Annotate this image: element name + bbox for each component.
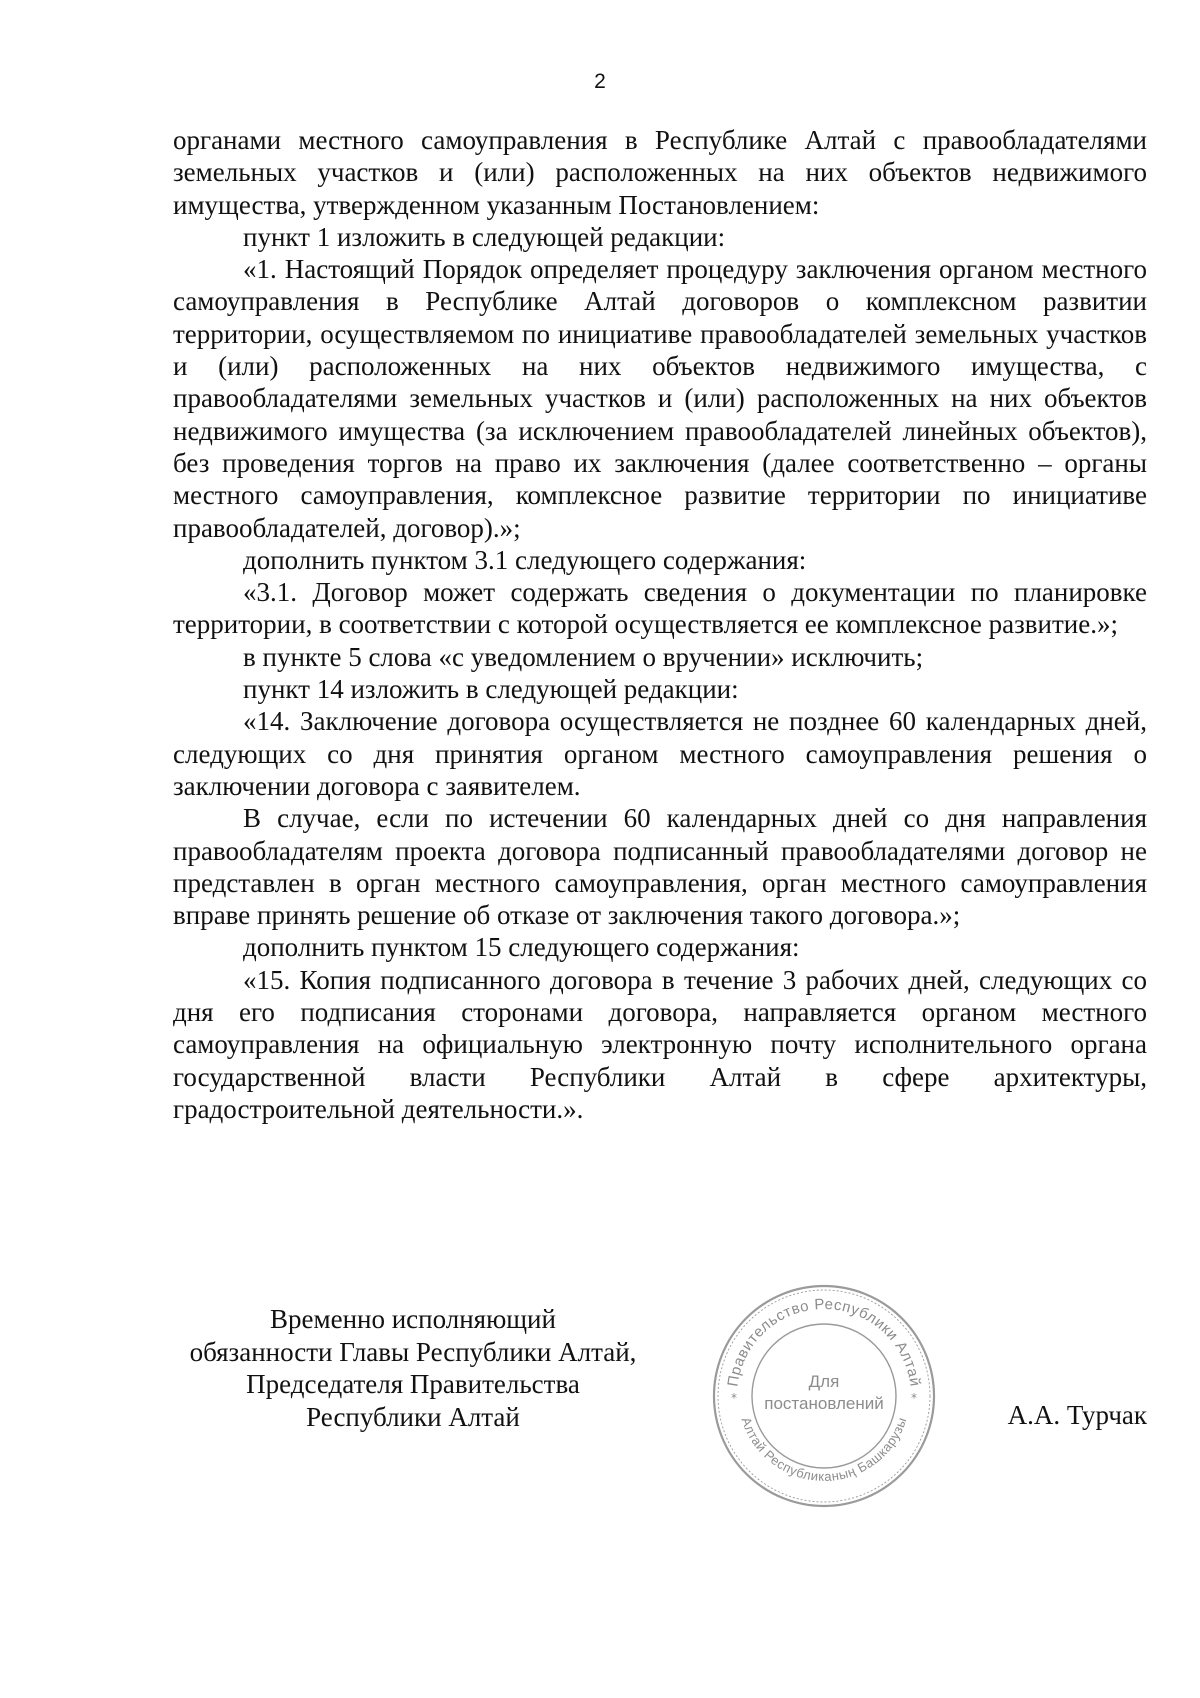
stamp-bottom-text: Алтай Республиканың Башкарузы: [738, 1415, 910, 1485]
paragraph: дополнить пунктом 3.1 следующего содержания:: [243, 544, 807, 575]
paragraph: пункт 1 изложить в следующей редакции:: [243, 221, 726, 252]
paragraph: «1. Настоящий Порядок определяет процедуру заключения органом местного самоуправления в Республике Алтай договоров о комплексном развитии территории, осуществляемом по инициативе правообладателей земельных участков и (или) расположенных на них объектов недвижимого имущества, с правообладателями земельных участков и (или) расположенных на них объектов недвижимого имущества (за исключением правообладателей линейных объектов), без проведения торгов на право их заключения (далее соответственно – органы местного самоуправления, комплексное развитие территории по инициативе правообладателей, договор).»;: [173, 254, 1147, 543]
paragraph: дополнить пунктом 15 следующего содержания:: [243, 932, 800, 963]
official-stamp: [711, 1283, 937, 1509]
signatory-title-line: Республики Алтай: [306, 1401, 520, 1432]
star-icon: *: [731, 1391, 737, 1405]
stamp-center-line: постановлений: [764, 1394, 884, 1413]
paragraph: пункт 14 изложить в следующей редакции:: [243, 674, 739, 705]
paragraph: «15. Копия подписанного договора в течение 3 рабочих дней, следующих со дня его подписания сторонами договора, направляется органом местного самоуправления на официальную электронную почту исполнительного органа государственной власти Республики Алтай в сфере архитектуры, градостроительной деятельности.».: [173, 964, 1147, 1124]
signatory-title-line: обязанности Главы Республики Алтай,: [189, 1336, 637, 1367]
paragraph: «14. Заключение договора осуществляется не позднее 60 календарных дней, следующих со дня принятия органом местного самоуправления решения о заключении договора с заявителем.: [173, 706, 1147, 801]
paragraph: «3.1. Договор может содержать сведения о документации по планировке территории, в соответствии с которой осуществляется ее комплексное развитие.»;: [173, 577, 1147, 640]
signatory-title-line: Председателя Правительства: [246, 1369, 580, 1399]
page-number: 2: [594, 70, 606, 93]
signer-name: А.А. Турчак: [1007, 1400, 1147, 1430]
star-icon: *: [911, 1391, 917, 1405]
stamp-center-line: Для: [808, 1372, 840, 1391]
signatory-title: [173, 1303, 653, 1433]
paragraph: в пункте 5 слова «с уведомлением о вручении» исключить;: [243, 641, 924, 672]
paragraph: В случае, если по истечении 60 календарных дней со дня направления правообладателям проекта договора подписанный правообладателями договор не представлен в орган местного самоуправления, орган местного самоуправления вправе принять решение об отказе от заключения такого договора.»;: [173, 803, 1147, 931]
stamp-outer-text: Правительство Республики Алтай: [724, 1295, 924, 1388]
paragraph: органами местного самоуправления в Республике Алтай с правообладателями земельных участков и (или) расположенных на них объектов недвижимого имущества, утвержденном указанным Постановлением:: [173, 125, 1147, 220]
document-body: [173, 124, 1147, 1125]
signatory-title-line: Временно исполняющий: [270, 1304, 556, 1334]
